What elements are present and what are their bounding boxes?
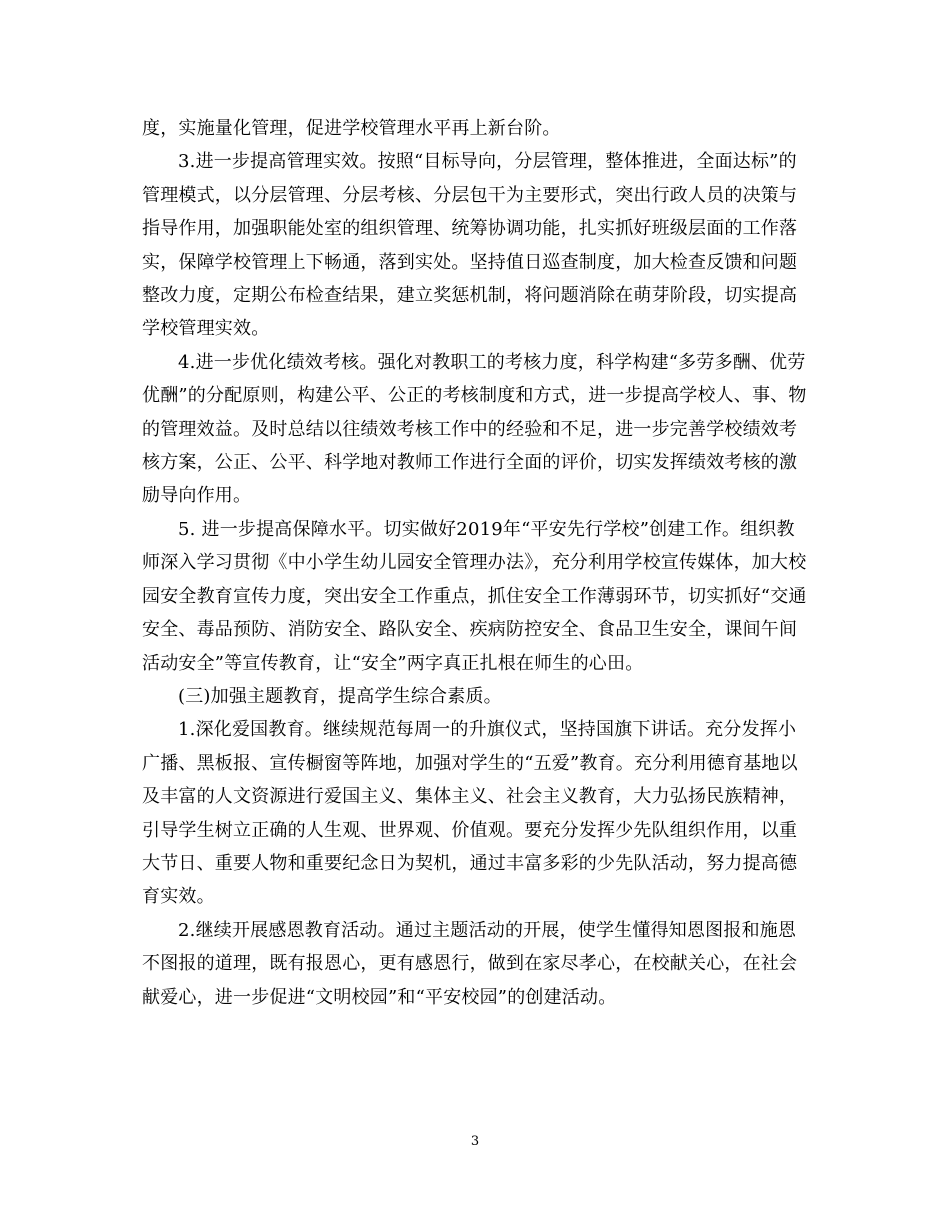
paragraph-continuation: 度，实施量化管理，促进学校管理水平再上新台阶。 (142, 118, 561, 139)
paragraph-management-effectiveness: 3.进一步提高管理实效。按照“目标导向，分层管理，整体推进，全面达标”的管理模式，以分层管理、分层考核、分层包干为主要形式，突出行政人员的决策与指导作用，加强职能处室的组织管理、统筹协调功能，扎实抓好班级层面的工作落实，保障学校管理上下畅通，落到实处。坚持值日巡查制度，加大检查反馈和问题整改力度，定期公布检查结果，建立奖惩机制，将问题消除在萌芽阶段，切实提高学校管理实效。 (142, 151, 798, 340)
paragraph-performance-assessment: 4.进一步优化绩效考核。强化对教职工的考核力度，科学构建“多劳多酬、优劳优酬”的分配原则，构建公平、公正的考核制度和方式，进一步提高学校人、事、物的管理效益。及时总结以往绩效考核工作中的经验和不足，进一步完善学校绩效考核方案，公正、公平、科学地对教师工作进行全面的评价，切实发挥绩效考核的激励导向作用。 (142, 351, 807, 507)
paragraph-patriotic-education: 1.深化爱国教育。继续规范每周一的升旗仪式，坚持国旗下讲话。充分发挥小广播、黑板报、宣传橱窗等阵地，加强对学生的“五爱”教育。充分利用德育基地以及丰富的人文资源进行爱国主义、集体主义、社会主义教育，大力弘扬民族精神，引导学生树立正确的人生观、世界观、价值观。要充分发挥少先队组织作用，以重大节日、重要人物和重要纪念日为契机，通过丰富多彩的少先队活动，努力提高德育实效。 (142, 719, 798, 908)
section-heading-theme-education: (三)加强主题教育，提高学生综合素质。 (178, 685, 502, 707)
document-body (142, 112, 810, 1014)
page-number: 3 (470, 1134, 480, 1149)
paragraph-safety-guarantee: 5. 进一步提高保障水平。切实做好2019年“平安先行学校”创建工作。组织教师深入学习贯彻《中小学生幼儿园安全管理办法》，充分利用学校宣传媒体，加大校园安全教育宣传力度，突出安全工作重点，抓住安全工作薄弱环节，切实抓好“交通安全、毒品预防、消防安全、路队安全、疾病防控安全、食品卫生安全，课间午间活动安全”等宣传教育，让“安全”两字真正扎根在师生的心田。 (142, 518, 807, 674)
paragraph-gratitude-education: 2.继续开展感恩教育活动。通过主题活动的开展，使学生懂得知恩图报和施恩不图报的道理，既有报恩心，更有感恩行，做到在家尽孝心，在校献关心，在社会献爱心，进一步促进“文明校园”和“平安校园”的创建活动。 (142, 919, 798, 1008)
